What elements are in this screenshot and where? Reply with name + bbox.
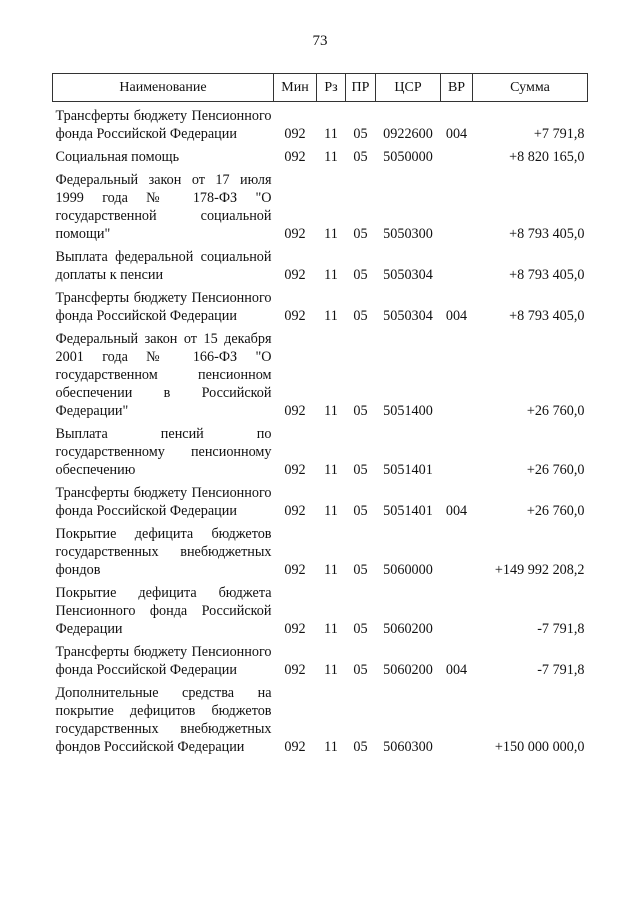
cell-sum: -7 791,8 [537,662,585,678]
table-row [53,166,588,243]
cell-csr: 5051401 [383,503,433,519]
cell-sum: +8 820 165,0 [509,149,585,165]
header-sum: Сумма [473,74,588,102]
cell-name: Федеральный закон от 15 декабря 2001 года № 166-ФЗ "О государственном пенсионном обеспечении в Российской Федерации" [55,331,272,419]
cell-pr: 05 [353,621,368,637]
cell-name: Трансферты бюджету Пенсионного фонда Российской Федерации [55,644,272,678]
cell-pr: 05 [353,403,368,419]
cell-vr: 004 [445,662,468,678]
cell-rz: 11 [324,267,338,283]
cell-pr: 05 [353,267,368,283]
cell-name: Трансферты бюджету Пенсионного фонда Российской Федерации [55,108,272,142]
page-number: 73 [312,33,328,49]
table-row [53,143,588,166]
cell-sum: +8 793 405,0 [509,267,585,283]
header-vr: ВР [441,74,473,102]
cell-min: 092 [284,462,306,478]
table-row [53,284,588,325]
cell-vr [441,143,473,166]
cell-pr: 05 [353,562,368,578]
cell-rz: 11 [324,503,338,519]
cell-min: 092 [284,739,306,755]
cell-rz: 11 [324,739,338,755]
cell-rz: 11 [324,662,338,678]
cell-sum: +149 992 208,2 [494,562,585,578]
cell-rz: 11 [324,126,338,142]
table-header [53,74,588,102]
cell-min: 092 [284,562,306,578]
header-csr: ЦСР [376,74,441,102]
cell-pr: 05 [353,126,368,142]
cell-sum: +26 760,0 [526,462,585,478]
cell-sum: -7 791,8 [537,621,585,637]
cell-csr: 5060300 [383,739,433,755]
cell-name: Социальная помощь [55,149,180,165]
cell-name: Покрытие дефицита бюджета Пенсионного фонда Российской Федерации [55,585,272,637]
table-row [53,679,588,756]
cell-sum: +26 760,0 [526,403,585,419]
cell-pr: 05 [353,149,368,165]
cell-vr [441,420,473,479]
cell-csr: 5050304 [383,308,433,324]
header-min: Мин [274,74,317,102]
cell-rz: 11 [324,621,338,637]
table-row [53,479,588,520]
cell-pr: 05 [353,308,368,324]
cell-sum: +8 793 405,0 [509,308,585,324]
cell-vr: 004 [445,126,468,142]
cell-min: 092 [284,226,306,242]
cell-vr [441,679,473,756]
table-row [53,102,588,144]
cell-csr: 0922600 [383,126,433,142]
cell-vr: 004 [445,308,468,324]
header-rz: Рз [317,74,346,102]
cell-rz: 11 [324,462,338,478]
cell-pr: 05 [353,739,368,755]
cell-csr: 5050000 [383,149,433,165]
cell-rz: 11 [324,403,338,419]
cell-name: Выплата федеральной социальной доплаты к пенсии [55,249,272,283]
cell-min: 092 [284,403,306,419]
cell-rz: 11 [324,308,338,324]
cell-min: 092 [284,503,306,519]
cell-name: Дополнительные средства на покрытие дефицитов бюджетов государственных внебюджетных фондов Российской Федерации [55,685,272,755]
cell-name: Покрытие дефицита бюджетов государственных внебюджетных фондов [55,526,272,578]
cell-sum: +8 793 405,0 [509,226,585,242]
cell-vr: 004 [445,503,468,519]
cell-min: 092 [284,621,306,637]
cell-sum: +26 760,0 [526,503,585,519]
cell-rz: 11 [324,226,338,242]
cell-csr: 5060200 [383,621,433,637]
header-name: Наименование [53,74,274,102]
table-row [53,638,588,679]
cell-min: 092 [284,126,306,142]
cell-name: Трансферты бюджету Пенсионного фонда Российской Федерации [55,290,272,324]
cell-csr: 5051400 [383,403,433,419]
cell-rz: 11 [324,562,338,578]
cell-sum: +150 000 000,0 [494,739,585,755]
cell-name: Федеральный закон от 17 июля 1999 года № 178-ФЗ "О государственной социальной помощи" [55,172,272,242]
cell-pr: 05 [353,503,368,519]
cell-csr: 5050304 [383,267,433,283]
cell-vr [441,325,473,420]
cell-vr [441,579,473,638]
cell-min: 092 [284,149,306,165]
cell-pr: 05 [353,462,368,478]
cell-name: Трансферты бюджету Пенсионного фонда Российской Федерации [55,485,272,519]
cell-csr: 5051401 [383,462,433,478]
cell-vr [441,243,473,284]
cell-pr: 05 [353,226,368,242]
cell-min: 092 [284,308,306,324]
cell-vr [441,520,473,579]
cell-vr [441,166,473,243]
budget-table [52,73,588,756]
table-row [53,520,588,579]
table-row [53,420,588,479]
table-row [53,325,588,420]
cell-name: Выплата пенсий по государственному пенсионному обеспечению [55,426,272,478]
table-row [53,243,588,284]
cell-min: 092 [284,267,306,283]
header-pr: ПР [346,74,376,102]
cell-pr: 05 [353,662,368,678]
cell-csr: 5050300 [383,226,433,242]
cell-csr: 5060000 [383,562,433,578]
cell-csr: 5060200 [383,662,433,678]
cell-rz: 11 [324,149,338,165]
cell-sum: +7 791,8 [533,126,585,142]
table-row [53,579,588,638]
cell-min: 092 [284,662,306,678]
